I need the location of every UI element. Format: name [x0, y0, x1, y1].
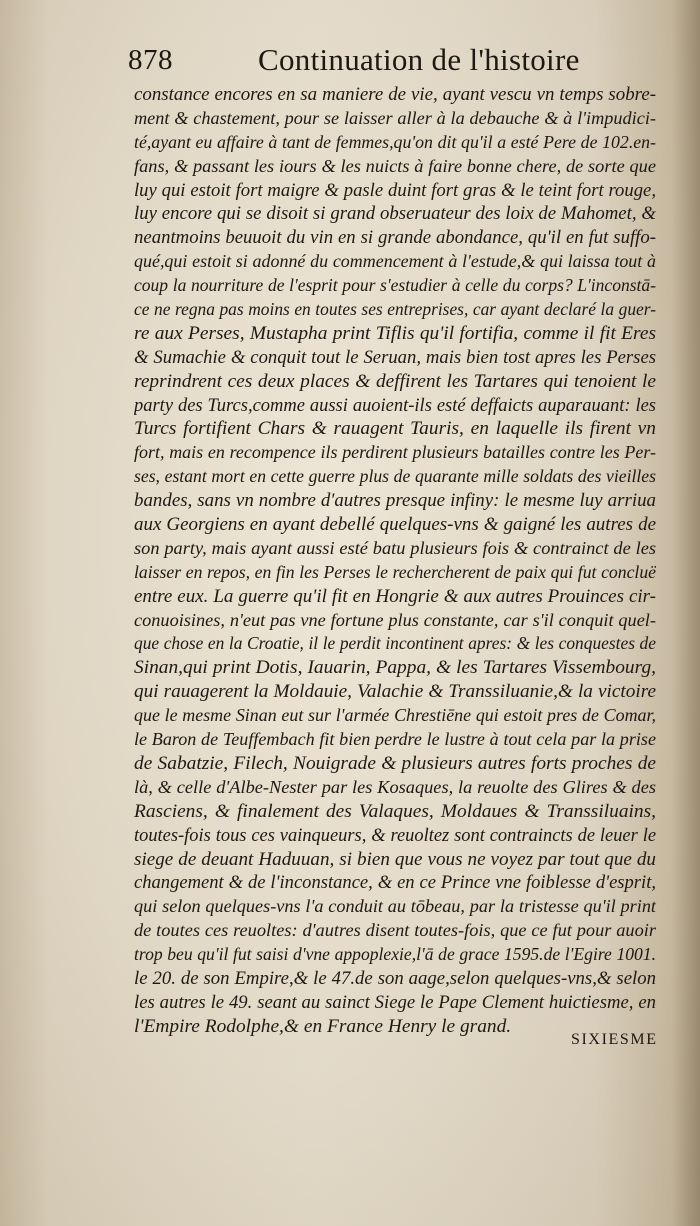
text-line: de Sabatzie, Filech, Nouigrade & plusieurs autres forts proches de: [134, 752, 656, 774]
text-line: aux Georgiens en ayant debellé quelques-vns & gaigné les autres de: [134, 514, 656, 536]
text-line: luy qui estoit fort maigre & pasle duint fort gras & le teint fort rouge,: [134, 179, 656, 201]
page-header: [128, 40, 580, 80]
text-line: ses, estant mort en cette guerre plus de quarante mille soldats des vieilles: [134, 466, 656, 487]
text-line: fans, & passant les iours & les nuicts à faire bonne chere, de sorte que: [134, 155, 656, 176]
text-line: là, & celle d'Albe-Nester par les Kosaques, la reuolte des Glires & des: [134, 776, 656, 797]
text-line: toutes-fois tous ces vainqueurs, & reuoltez sont contraincts de leuer le: [134, 824, 656, 845]
text-line: Sinan,qui print Dotis, Iauarin, Pappa, & les Tartares Vissembourg,: [134, 657, 656, 679]
running-title: Continuation de l'histoire: [258, 42, 580, 77]
text-line: de toutes ces reuoltes: d'autres disent toutes-fois, que ce fut pour auoir: [134, 920, 656, 941]
text-line: laisser en repos, en fin les Perses le rechercherent de paix qui fut concluë: [134, 561, 656, 582]
text-line: ce ne regna pas moins en toutes ses entreprises, car ayant declaré la guer-: [134, 299, 656, 320]
page-gutter-shadow: [672, 0, 700, 1226]
text-line: l'Empire Rodolphe,& en France Henry le grand.: [134, 1015, 512, 1037]
text-line: party des Turcs,comme aussi auoient-ils esté deffaicts auparauant: les: [134, 394, 656, 415]
text-line: que le mesme Sinan eut sur l'armée Chrestiēne qui estoit pres de Comar,: [134, 705, 656, 726]
text-line: qué,qui estoit si adonné du commencement à l'estude,& qui laissa tout à: [134, 251, 656, 272]
text-line: les autres le 49. seant au sainct Siege le Pape Clement huictiesme, en: [134, 991, 656, 1013]
text-line: le Baron de Teuffembach fit bien perdre le lustre à tout cela par la prise: [134, 729, 656, 750]
text-line: constance encores en sa maniere de vie, ayant vescu vn temps sobre-: [134, 84, 656, 105]
text-line: changement & de l'inconstance, & en ce Prince vne foiblesse d'esprit,: [134, 872, 656, 894]
catchword: SIXIESME: [571, 1031, 658, 1048]
text-line: coup la nourriture de l'esprit pour s'estudier à celle du corps? L'inconstā-: [134, 275, 656, 296]
text-line: fort, mais en recompence ils perdirent plusieurs batailles contre les Per-: [134, 442, 656, 463]
page-number: 878: [128, 44, 173, 76]
text-line: bandes, sans vn nombre d'autres presque infiny: le mesme luy arriua: [134, 490, 656, 512]
text-line: conuoisines, n'eut pas vne fortune plus constante, car s'il conquit quel-: [134, 609, 656, 630]
text-line: siege de deuant Haduuan, si bien que vous ne voyez par tout que du: [134, 848, 656, 870]
text-line: entre eux. La guerre qu'il fit en Hongrie & aux autres Prouinces cir-: [134, 585, 656, 607]
body-text: [134, 83, 656, 1039]
text-line: té,ayant eu affaire à tant de femmes,qu'on dit qu'il a esté Pere de 102.en-: [134, 131, 656, 152]
text-line: neantmoins beuuoit du vin en si grande abondance, qu'il en fut suffo-: [134, 227, 656, 249]
text-line: son party, mais ayant aussi esté batu plusieurs fois & contrainct de les: [134, 537, 656, 558]
text-line: que chose en la Croatie, il le perdit incontinent apres: & les conquestes de: [134, 633, 656, 654]
text-line: reprindrent ces deux places & deffirent les Tartares qui tenoient le: [134, 370, 656, 392]
text-line: luy encore qui se disoit si grand obseruateur des loix de Mahomet, &: [134, 203, 656, 225]
text-line: qui selon quelques-vns l'a conduit au tōbeau, par la tristesse qu'il print: [134, 896, 656, 917]
text-line: ment & chastement, pour se laisser aller à la debauche & à l'impudici-: [134, 107, 656, 128]
text-line: Turcs fortifient Chars & rauagent Tauris, en laquelle ils firent vn: [134, 418, 656, 440]
text-line: qui rauagerent la Moldauie, Valachie & Transsiluanie,& la victoire: [134, 681, 656, 703]
text-line: trop beu qu'il fut saisi d'vne appoplexie,l'ā de grace 1595.de l'Egire 1001.: [134, 944, 656, 965]
text-line: le 20. de son Empire,& le 47.de son aage,selon quelques-vns,& selon: [134, 967, 656, 989]
text-line: re aux Perses, Mustapha print Tiflis qu'il fortifia, comme il fit Eres: [134, 322, 656, 344]
text-line: & Sumachie & conquit tout le Seruan, mais bien tost apres les Perses: [134, 346, 656, 368]
text-line: Rasciens, & finalement des Valaques, Moldaues & Transsiluains,: [134, 800, 656, 822]
